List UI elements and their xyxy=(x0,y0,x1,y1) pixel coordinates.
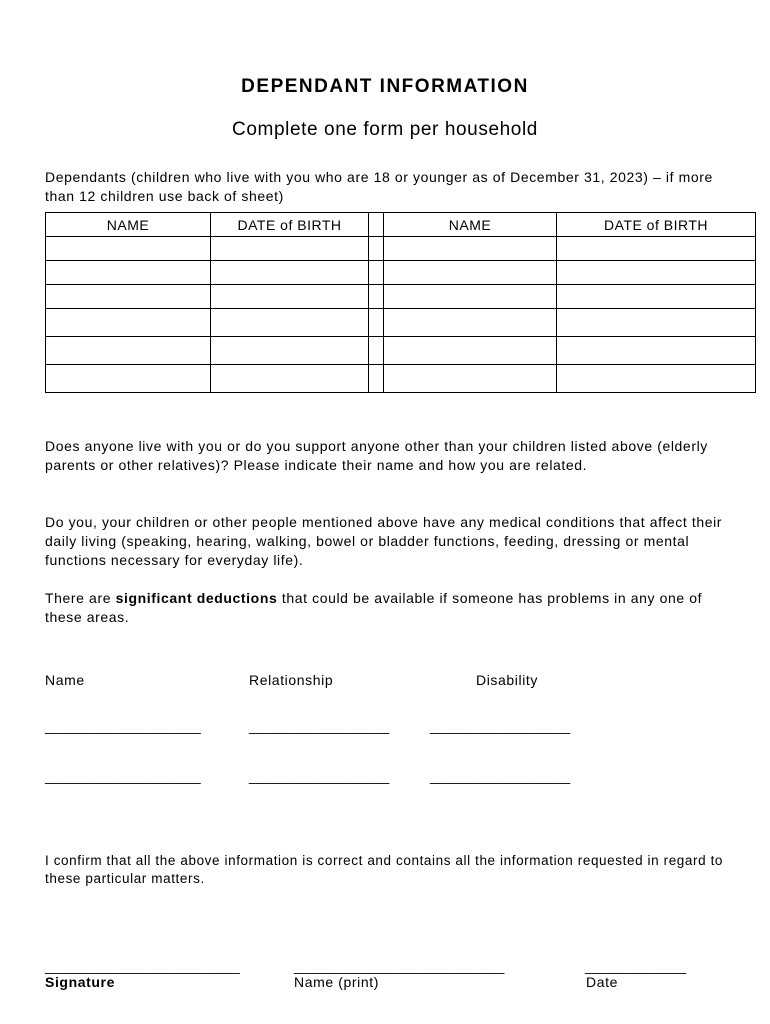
column-label-disability: Disability xyxy=(476,672,539,688)
dob-cell[interactable] xyxy=(557,309,756,337)
spacer-cell xyxy=(369,337,384,365)
disability-line-2[interactable]: __________________ xyxy=(430,768,571,784)
spacer-cell xyxy=(369,237,384,261)
signature-label: Signature xyxy=(45,974,115,990)
name-cell[interactable] xyxy=(384,285,557,309)
disability-line-1[interactable]: __________________ xyxy=(430,718,571,734)
relationship-line-1[interactable]: __________________ xyxy=(249,718,390,734)
name-print-line[interactable]: ___________________________ xyxy=(294,958,505,974)
table-row xyxy=(46,365,756,393)
table-row xyxy=(46,285,756,309)
date-label: Date xyxy=(586,974,618,990)
name-cell[interactable] xyxy=(384,309,557,337)
header-dob-2: DATE of BIRTH xyxy=(557,213,756,237)
signature-line[interactable]: _________________________ xyxy=(45,958,240,974)
dependants-table xyxy=(45,212,756,393)
name-cell[interactable] xyxy=(46,309,211,337)
confirmation-statement: I confirm that all the above information is correct and contains all the information requested in regard to these particular matters. xyxy=(45,853,724,886)
column-label-name: Name xyxy=(45,672,85,688)
name-line-2[interactable]: ____________________ xyxy=(45,768,201,784)
table-row xyxy=(46,261,756,285)
name-cell[interactable] xyxy=(384,237,557,261)
spacer-cell xyxy=(369,365,384,393)
name-cell[interactable] xyxy=(384,365,557,393)
name-print-label: Name (print) xyxy=(294,974,379,990)
medical-question: Do you, your children or other people mentioned above have any medical conditions that affect their daily living (speaking, hearing, walking, bowel or bladder functions, feeding, dressing or mental functions necessary for everyday life). xyxy=(45,514,723,568)
dob-cell[interactable] xyxy=(557,237,756,261)
column-label-relationship: Relationship xyxy=(249,672,334,688)
date-line[interactable]: _____________ xyxy=(585,958,687,974)
header-name-1: NAME xyxy=(46,213,211,237)
spacer-cell xyxy=(369,309,384,337)
name-cell[interactable] xyxy=(46,237,211,261)
relationship-line-2[interactable]: __________________ xyxy=(249,768,390,784)
dob-cell[interactable] xyxy=(211,237,369,261)
header-spacer xyxy=(369,213,384,237)
deductions-note xyxy=(45,589,725,627)
form-subtitle: Complete one form per household xyxy=(232,119,538,140)
name-cell[interactable] xyxy=(384,337,557,365)
deductions-note-after: that could be available if someone has problems in any one of these areas. xyxy=(45,590,703,625)
dob-cell[interactable] xyxy=(211,365,369,393)
dob-cell[interactable] xyxy=(211,285,369,309)
form-title: DEPENDANT INFORMATION xyxy=(241,76,529,97)
other-support-question: Does anyone live with you or do you support anyone other than your children listed above (elderly parents or other relatives)? Please indicate their name and how you are related. xyxy=(45,438,708,473)
dob-cell[interactable] xyxy=(557,285,756,309)
header-name-2: NAME xyxy=(384,213,557,237)
dependants-intro: Dependants (children who live with you who are 18 or younger as of December 31, 2023) – if more than 12 children use back of sheet) xyxy=(45,169,713,204)
dob-cell[interactable] xyxy=(557,337,756,365)
dob-cell[interactable] xyxy=(211,261,369,285)
dob-cell[interactable] xyxy=(557,261,756,285)
name-cell[interactable] xyxy=(46,365,211,393)
deductions-note-bold: significant deductions xyxy=(115,590,278,606)
table-header-row xyxy=(46,213,756,237)
name-cell[interactable] xyxy=(46,261,211,285)
spacer-cell xyxy=(369,285,384,309)
table-row xyxy=(46,309,756,337)
name-cell[interactable] xyxy=(384,261,557,285)
name-cell[interactable] xyxy=(46,337,211,365)
table-row xyxy=(46,337,756,365)
name-cell[interactable] xyxy=(46,285,211,309)
table-row xyxy=(46,237,756,261)
deductions-note-before: There are xyxy=(45,590,116,606)
dob-cell[interactable] xyxy=(557,365,756,393)
dob-cell[interactable] xyxy=(211,337,369,365)
header-dob-1: DATE of BIRTH xyxy=(211,213,369,237)
name-line-1[interactable]: ____________________ xyxy=(45,718,201,734)
dob-cell[interactable] xyxy=(211,309,369,337)
spacer-cell xyxy=(369,261,384,285)
